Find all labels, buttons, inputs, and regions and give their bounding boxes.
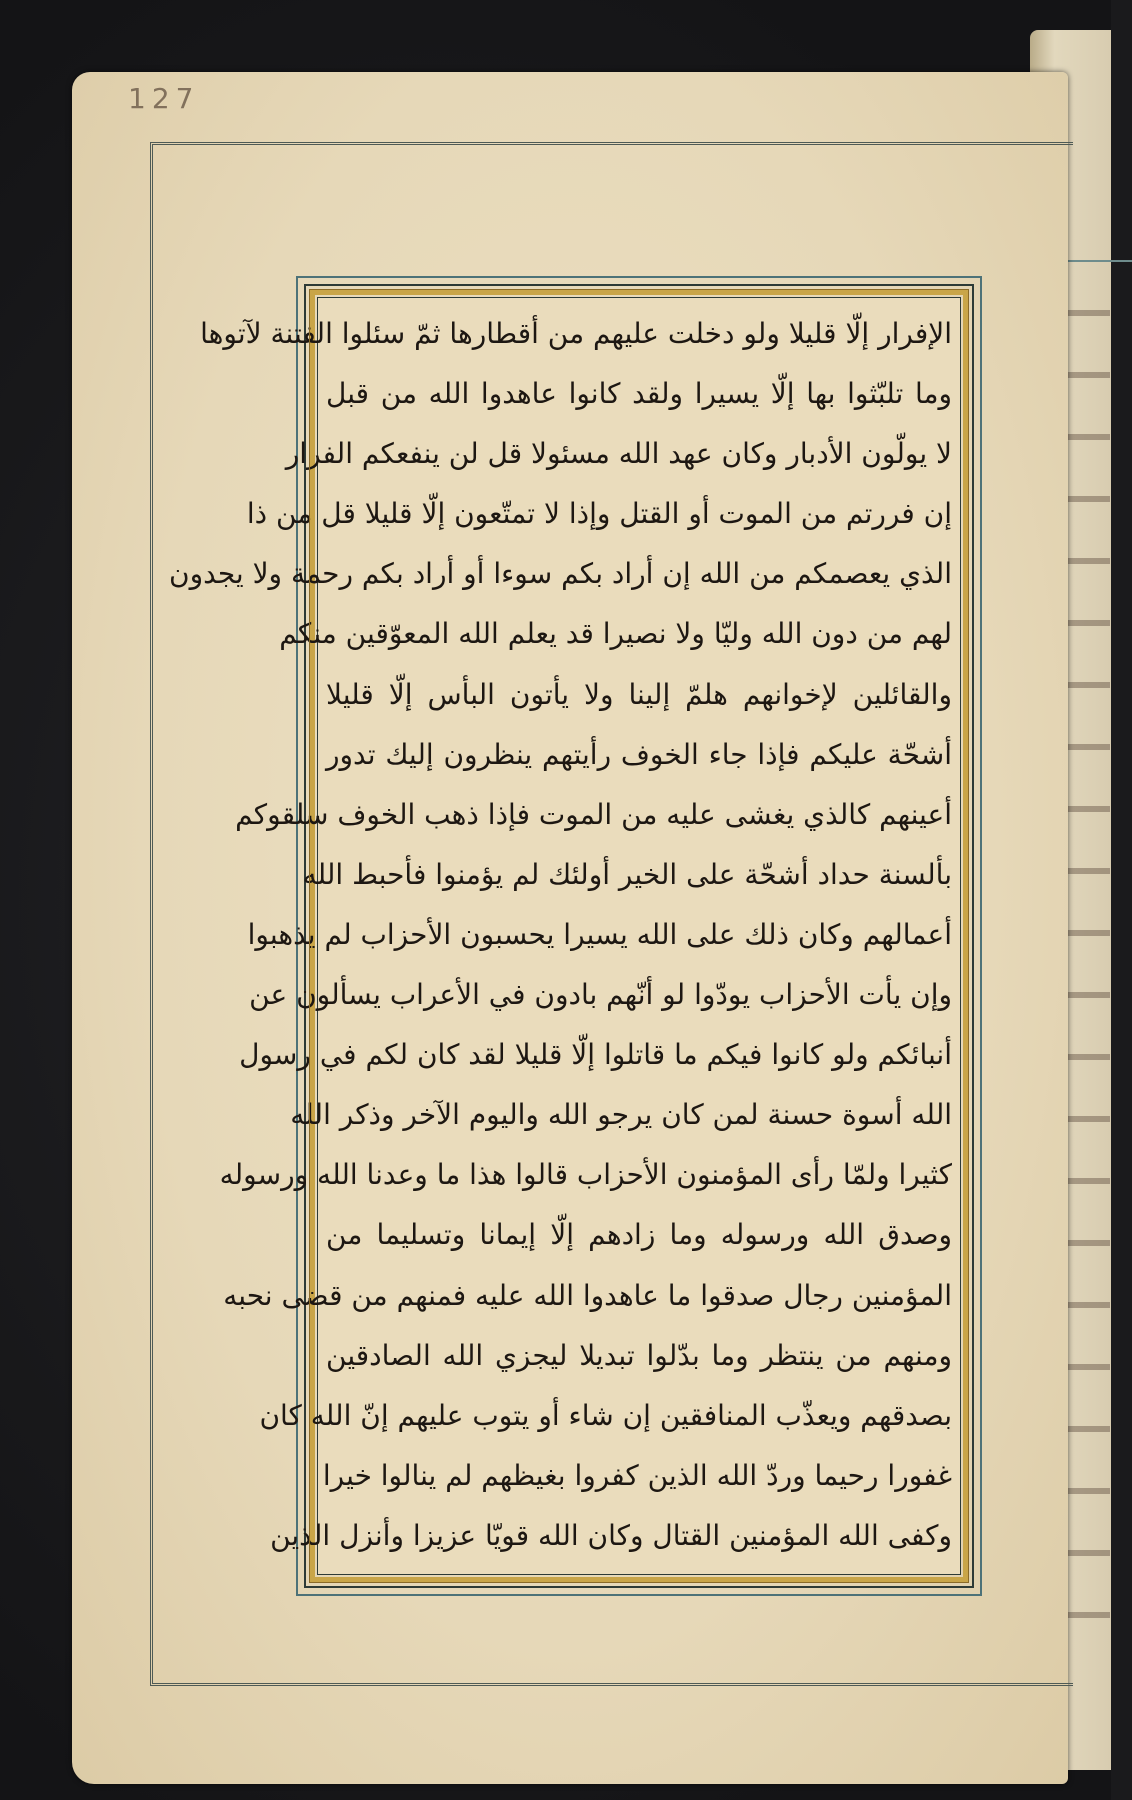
text-block (169, 297, 961, 1575)
text-line: كثيرا ولمّا رأى المؤمنون الأحزاب قالوا هذا ما وعدنا الله ورسوله (219, 1158, 952, 1192)
text-line: غفورا رحيما وردّ الله الذين كفروا بغيظهم لم ينالوا خيرا (322, 1458, 952, 1492)
text-line: لهم من دون الله وليّا ولا نصيرا قد يعلم الله المعوّقين منكم (279, 617, 952, 651)
text-line: المؤمنين رجال صدقوا ما عاهدوا الله عليه فمنهم من قضى نحبه (223, 1278, 952, 1312)
folio-number: 127 (128, 82, 200, 115)
text-line: لا يولّون الأدبار وكان عهد الله مسئولا قل لن ينفعكم الفرار (285, 437, 952, 471)
text-line: والقائلين لإخوانهم هلمّ إلينا ولا يأتون البأس إلّا قليلا (326, 677, 952, 711)
text-line: بألسنة حداد أشحّة على الخير أولئك لم يؤمنوا فأحبط الله (302, 857, 952, 891)
text-line: أعمالهم وكان ذلك على الله يسيرا يحسبون الأحزاب لم يذهبوا (247, 917, 952, 951)
text-line: الذي يعصمكم من الله إن أراد بكم سوءا أو أراد بكم رحمة ولا يجدون (169, 557, 952, 591)
text-line: وكفى الله المؤمنين القتال وكان الله قويّا عزيزا وأنزل الذين (270, 1518, 952, 1552)
text-line: ومنهم من ينتظر وما بدّلوا تبديلا ليجزي الله الصادقين (326, 1338, 952, 1372)
text-line: إن فررتم من الموت أو القتل وإذا لا تمتّعون إلّا قليلا قل من ذا (246, 497, 952, 531)
text-frame-outer (169, 276, 982, 1596)
text-frame-gold (169, 290, 968, 1582)
text-line: بصدقهم ويعذّب المنافقين إن شاء أو يتوب عليهم إنّ الله كان (259, 1398, 952, 1432)
text-line: أشحّة عليكم فإذا جاء الخوف رأيتهم ينظرون إليك تدور (326, 737, 952, 771)
text-line: الإفرار إلّا قليلا ولو دخلت عليهم من أقطارها ثمّ سئلوا الفتنة لآتوها (200, 317, 952, 350)
text-line: وصدق الله ورسوله وما زادهم إلّا إيمانا وتسليما من (326, 1218, 952, 1252)
text-line: أنبائكم ولو كانوا فيكم ما قاتلوا إلّا قليلا لقد كان لكم في رسول (239, 1038, 952, 1072)
text-line: أعينهم كالذي يغشى عليه من الموت فإذا ذهب الخوف سلقوكم (235, 797, 952, 831)
text-line: وإن يأت الأحزاب يودّوا لو أنّهم بادون في الأعراب يسألون عن (249, 978, 952, 1012)
text-line: الله أسوة حسنة لمن كان يرجو الله واليوم الآخر وذكر الله (290, 1098, 952, 1132)
text-frame-middle (169, 284, 974, 1588)
text-line: وما تلبّثوا بها إلّا يسيرا ولقد كانوا عاهدوا الله من قبل (326, 377, 952, 411)
